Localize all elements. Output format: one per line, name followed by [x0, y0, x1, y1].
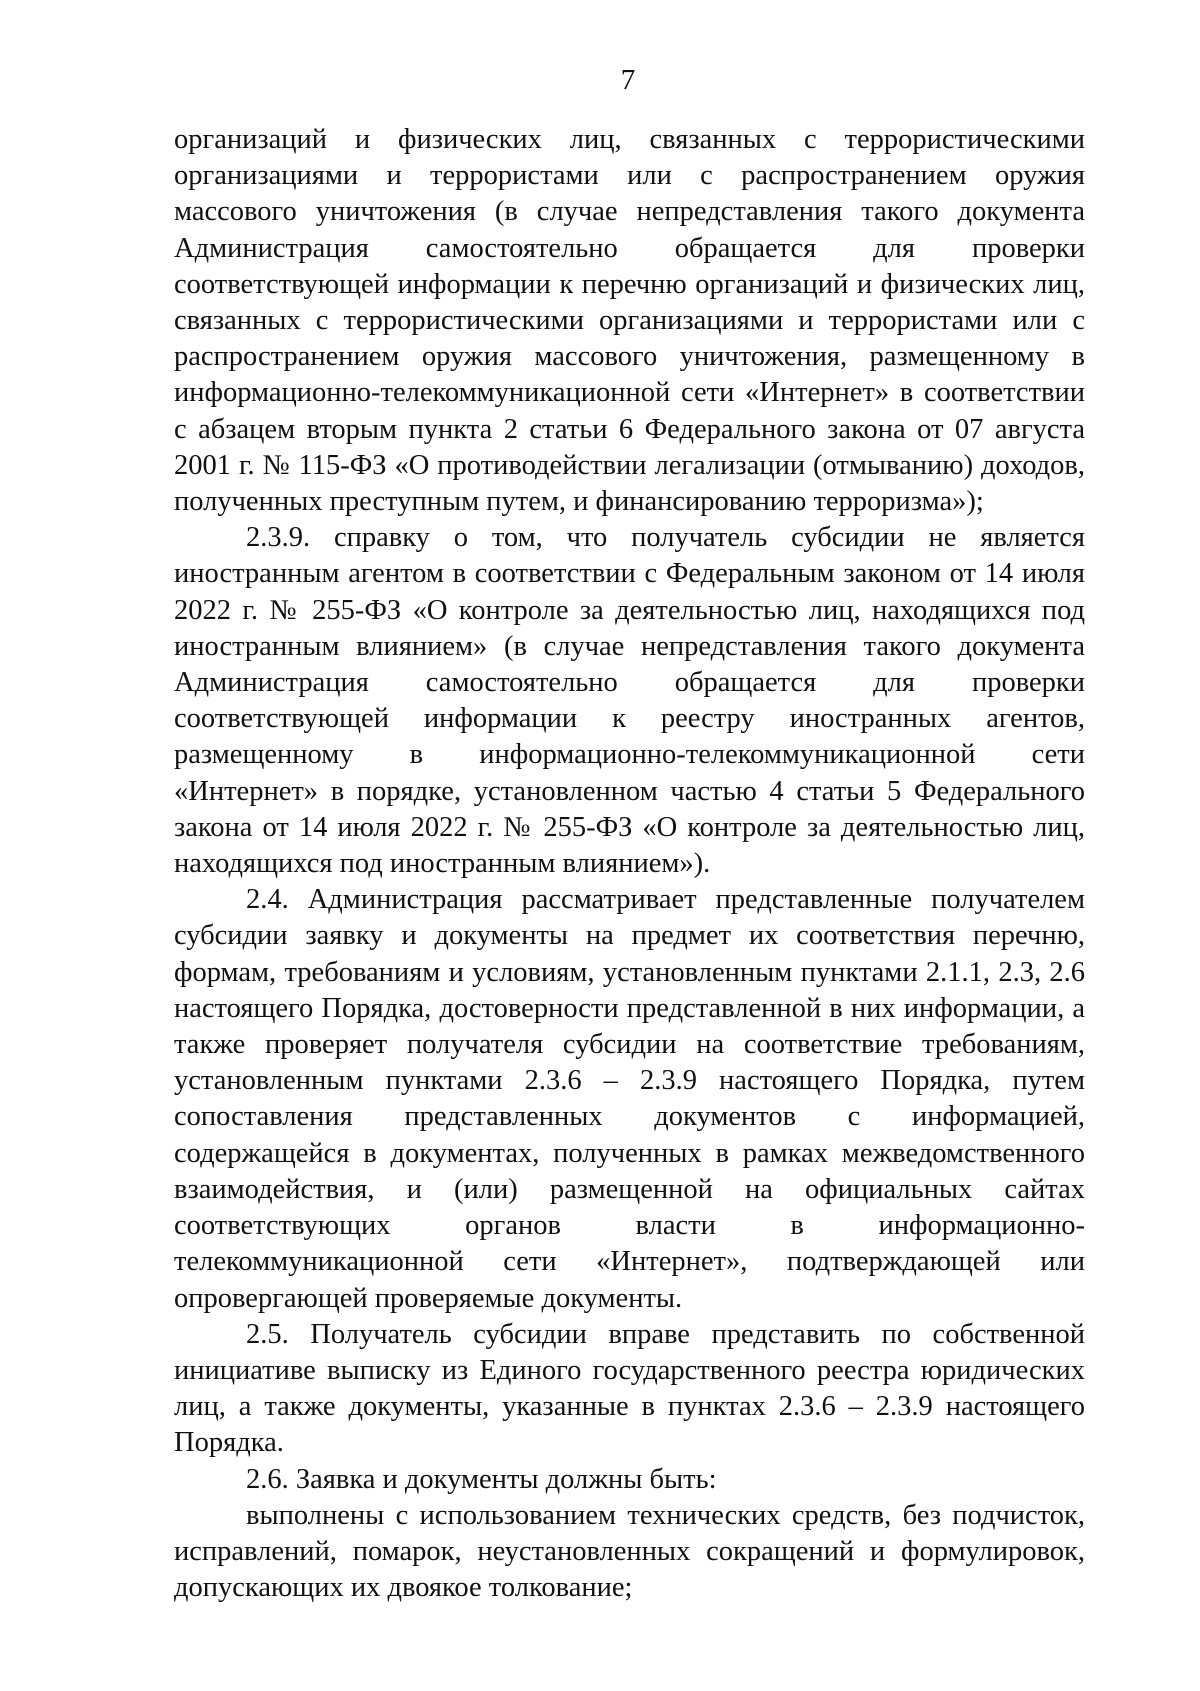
paragraph-2-3-9: 2.3.9. справку о том, что получатель субсидии не является иностранным агентом в соответствии с Федеральным законом от 14 июля 2022 г. № 255-ФЗ «О контроле за деятельностью лиц, находящихся под иностранным влиянием» (в случае непредставления такого документа Администрация самостоятельно обращается для проверки соответствующей информации к реестру иностранных агентов, размещенному в информационно-телекоммуникационной сети «Интернет» в порядке, установленном частью 4 статьи 5 Федерального закона от 14 июля 2022 г. № 255-ФЗ «О контроле за деятельностью лиц, находящихся под иностранным влиянием»). — [174, 522, 1085, 880]
page-number: 7 — [620, 64, 636, 96]
paragraph-2-4: 2.4. Администрация рассматривает представленные получателем субсидии заявку и документы на предмет их соответствия перечню, формам, требованиям и условиям, установленным пунктами 2.1.1, 2.3, 2.6 настоящего Порядка, достоверности представленной в них информации, а также проверяет получателя субсидии на соответствие требованиям, установленным пунктами 2.3.6 – 2.3.9 настоящего Порядка, путем сопоставления представленных документов с информацией, содержащейся в документах, полученных в рамках межведомственного взаимодействия, и (или) размещенной на официальных сайтах соответствующих органов власти в информационно-телекоммуникационной сети «Интернет», подтверждающей или опровергающей проверяемые документы. — [174, 884, 1085, 1314]
paragraph-continuation: организаций и физических лиц, связанных с террористическими организациями и террористами или с распространением оружия массового уничтожения (в случае непредставления такого документа Администрация самостоятельно обращается для проверки соответствующей информации к перечню организаций и физических лиц, связанных с террористическими организациями и террористами или с распространением оружия массового уничтожения, размещенному в информационно-телекоммуникационной сети «Интернет» в соответствии с абзацем вторым пункта 2 статьи 6 Федерального закона от 07 августа 2001 г. № 115-ФЗ «О противодействии легализации (отмыванию) доходов, полученных преступным путем, и финансированию терроризма»); — [174, 124, 1085, 518]
document-body — [174, 122, 1085, 1606]
paragraph-2-6: 2.6. Заявка и документы должны быть: — [246, 1463, 717, 1495]
paragraph-requirements-item: выполнены с использованием технических средств, без подчисток, исправлений, помарок, неустановленных сокращений и формулировок, допускающих их двоякое толкование; — [174, 1499, 1085, 1604]
paragraph-2-5: 2.5. Получатель субсидии вправе представить по собственной инициативе выписку из Единого государственного реестра юридических лиц, а также документы, указанные в пунктах 2.3.6 – 2.3.9 настоящего Порядка. — [174, 1318, 1085, 1459]
